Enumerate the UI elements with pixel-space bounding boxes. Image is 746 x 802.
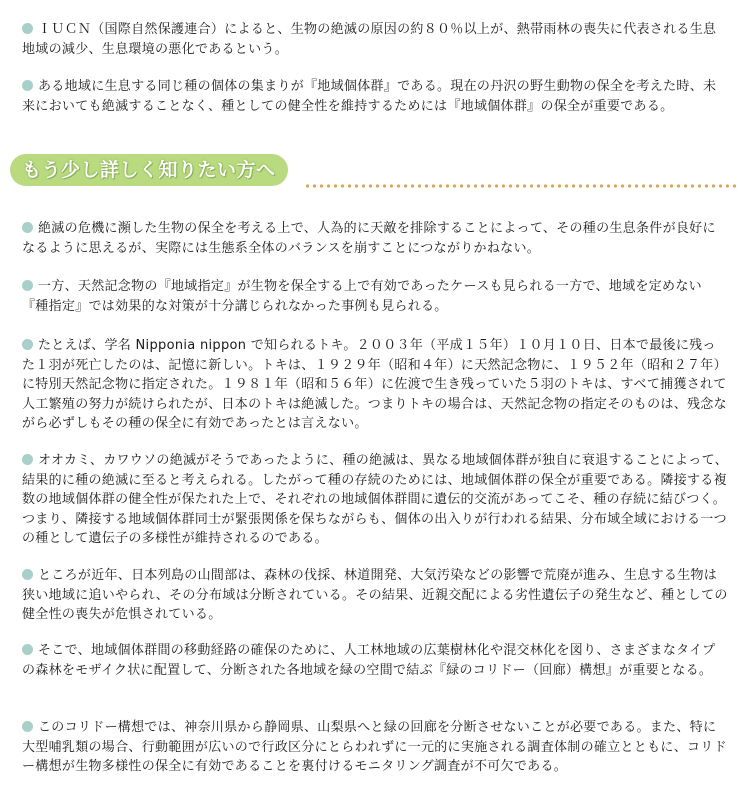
paragraph-text: そこで、地域個体群間の移動経路の確保のために、人工林地域の広葉樹林化や混交林化を図り、さまざまなタイプの森林をモザイク状に配置して、分断された各地域を緑の空間で結ぶ『緑のコリドー（回廊）構想』が重要となる。 (22, 643, 716, 678)
bullet-icon (22, 23, 33, 34)
paragraph-text: ところが近年、日本列島の山間部は、森林の伐採、林道開発、大気汚染などの影響で荒廃が進み、生息する生物は狭い地域に追いやられ、その分布域は分断されている。その結果、近親交配による劣性遺伝子の発生など、種としての健全性の喪失が危惧されている。 (22, 568, 728, 622)
paragraph-text: 一方、天然記念物の『地域指定』が生物を保全する上で有効であったケースも見られる一方で、地域を定めない『種指定』では効果的な対策が十分講じられなかった事例も見られる。 (22, 279, 702, 314)
paragraph-text: ある地域に生息する同じ種の個体の集まりが『地域個体群』である。現在の丹沢の野生動物の保全を考えた時、未来においても絶滅することなく、種としての健全性を維持するためには『地域個体群』の保全が重要である。 (22, 79, 717, 114)
intro-paragraph-2 (22, 77, 728, 116)
paragraph-7 (22, 718, 728, 777)
paragraph-text: たとえば、学名 Nipponia nippon で知られるトキ。２００３年（平成１５年）１０月１０日、日本で最後に残った１羽が死亡したのは、記憶に新しい。トキは、１９２９年（昭和４年）に天然記念物に、１９５２年（昭和２７年）に特別天然記念物に指定された。１９８１年（昭和５６年）に佐渡で生き残っていた５羽のトキは、すべて捕獲されて人工繁殖の努力が続けられたが、日本のトキは絶滅した。つまりトキの場合は、天然記念物の指定そのものは、残念ながら必ずしもその種の保全に有効であったとは言えない。 (22, 338, 727, 431)
bullet-icon (22, 721, 33, 732)
paragraph-text: 絶滅の危機に瀕した生物の保全を考える上で、人為的に天敵を排除することによって、その種の生息条件が良好になるように思えるが、実際には生態系全体のバランスを崩すことにつながりかねない。 (22, 221, 716, 256)
paragraph-text: ＩＵＣＮ（国際自然保護連合）によると、生物の絶滅の原因の約８０％以上が、熱帯雨林の喪失に代表される生息地域の減少、生息環境の悪化であるという。 (22, 22, 717, 57)
paragraph-1 (22, 219, 728, 258)
dotted-rule (304, 184, 736, 188)
bullet-icon (22, 222, 33, 233)
bullet-icon (22, 644, 33, 655)
paragraph-3 (22, 336, 728, 434)
paragraph-text: このコリドー構想では、神奈川県から静岡県、山梨県へと緑の回廊を分断させないことが必要である。また、特に大型哺乳類の場合、行動範囲が広いので行政区分にとらわれずに一元的に実施される調査体制の確立とともに、コリドー構想が生物多様性の保全に有効であることを裏付けるモニタリング調査が不可欠である。 (22, 720, 727, 774)
section-heading-label: もう少し詳しく知りたい方へ (10, 154, 288, 186)
paragraph-6 (22, 641, 728, 680)
paragraph-5 (22, 566, 728, 625)
section-heading (8, 154, 736, 190)
bullet-icon (22, 80, 33, 91)
bullet-icon (22, 339, 33, 350)
bullet-icon (22, 454, 33, 465)
bullet-icon (22, 569, 33, 580)
paragraph-2 (22, 277, 728, 316)
intro-paragraph-1 (22, 20, 728, 59)
bullet-icon (22, 280, 33, 291)
paragraph-4 (22, 451, 728, 549)
paragraph-text: オオカミ、カワウソの絶滅がそうであったように、種の絶滅は、異なる地域個体群が独自に衰退することによって、結果的に種の絶滅に至ると考えられる。したがって種の存続のためには、地域個体群の保全が重要である。隣接する複数の地域個体群の健全性が保たれた上で、それぞれの地域個体群間に遺伝的交流があってこそ、種の存続に結びつく。つまり、隣接する地域個体群同士が緊張関係を保ちながらも、個体の出入りが行われる結果、分布域全域における一つの種として遺伝子の多様性が維持されるのである。 (22, 453, 728, 546)
